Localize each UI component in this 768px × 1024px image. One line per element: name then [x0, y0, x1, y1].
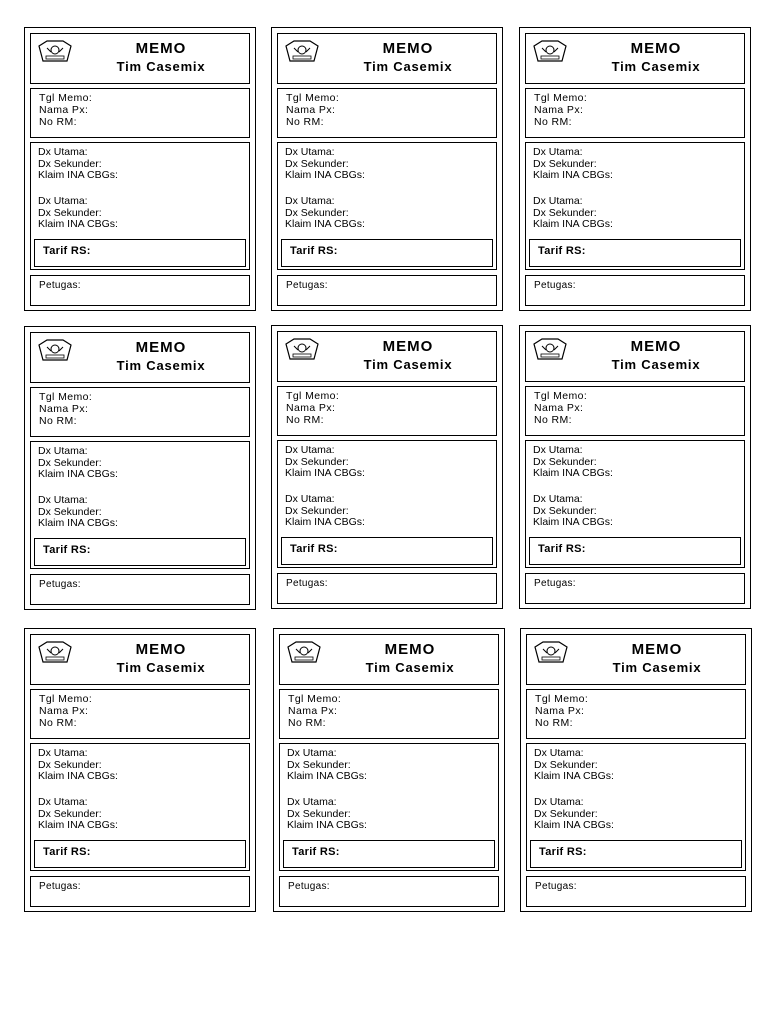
memo-card — [519, 325, 751, 609]
dx-sekunder-label: Dx Sekunder: — [38, 206, 102, 219]
tarif-label: Tarif RS: — [290, 245, 338, 257]
dx-utama-label: Dx Utama: — [38, 195, 88, 207]
memo-subtitle: Tim Casemix — [611, 59, 701, 74]
tgl-memo-label: Tgl Memo: — [534, 92, 588, 104]
klaim-label: Klaim INA CBGs: — [533, 169, 613, 181]
tarif-box — [530, 840, 742, 868]
memo-title: MEMO — [135, 641, 187, 658]
hospital-emblem-icon — [286, 640, 322, 666]
klaim-label: Klaim INA CBGs: — [38, 169, 118, 181]
klaim-label: Klaim INA CBGs: — [287, 819, 367, 831]
no-rm-label: No RM: — [288, 717, 326, 729]
patient-info-box — [526, 689, 746, 739]
memo-subtitle: Tim Casemix — [612, 660, 702, 675]
tgl-memo-label: Tgl Memo: — [39, 391, 93, 403]
klaim-label: Klaim INA CBGs: — [285, 169, 365, 181]
dx-sekunder-label: Dx Sekunder: — [533, 157, 597, 170]
dx-sekunder-label: Dx Sekunder: — [534, 758, 598, 771]
petugas-label: Petugas: — [286, 280, 328, 291]
memo-header — [277, 33, 497, 84]
dx-utama-label: Dx Utama: — [533, 146, 583, 158]
tgl-memo-label: Tgl Memo: — [39, 92, 93, 104]
memo-card — [24, 326, 256, 610]
klaim-label: Klaim INA CBGs: — [38, 218, 118, 230]
tarif-box — [529, 239, 741, 267]
petugas-box — [30, 275, 250, 306]
petugas-label: Petugas: — [39, 881, 81, 892]
petugas-label: Petugas: — [288, 881, 330, 892]
tarif-box — [34, 538, 246, 566]
dx-sekunder-label: Dx Sekunder: — [287, 807, 351, 820]
memo-title: MEMO — [382, 338, 434, 355]
tgl-memo-label: Tgl Memo: — [534, 390, 588, 402]
hospital-emblem-icon — [37, 39, 73, 65]
dx-utama-label: Dx Utama: — [38, 146, 88, 158]
dx-sekunder-label: Dx Sekunder: — [533, 504, 597, 517]
no-rm-label: No RM: — [535, 717, 573, 729]
memo-header — [525, 33, 745, 84]
hospital-emblem-icon — [533, 640, 569, 666]
hospital-emblem-icon — [37, 338, 73, 364]
memo-header — [277, 331, 497, 382]
tarif-box — [34, 239, 246, 267]
petugas-label: Petugas: — [535, 881, 577, 892]
memo-header — [279, 634, 499, 685]
tarif-box — [281, 537, 493, 565]
petugas-box — [277, 573, 497, 604]
patient-info-box — [525, 386, 745, 436]
dx-utama-label: Dx Utama: — [533, 444, 583, 456]
dx-utama-label: Dx Utama: — [534, 747, 584, 759]
dx-utama-label: Dx Utama: — [285, 195, 335, 207]
klaim-label: Klaim INA CBGs: — [38, 517, 118, 529]
diagnosis-box — [526, 743, 746, 871]
dx-utama-label: Dx Utama: — [287, 747, 337, 759]
klaim-label: Klaim INA CBGs: — [285, 218, 365, 230]
hospital-emblem-icon — [532, 337, 568, 363]
memo-title: MEMO — [384, 641, 436, 658]
memo-header — [526, 634, 746, 685]
no-rm-label: No RM: — [39, 116, 77, 128]
memo-header — [30, 33, 250, 84]
tarif-box — [34, 840, 246, 868]
petugas-label: Petugas: — [39, 280, 81, 291]
dx-utama-label: Dx Utama: — [285, 493, 335, 505]
diagnosis-box — [525, 142, 745, 270]
dx-utama-label: Dx Utama: — [533, 493, 583, 505]
petugas-label: Petugas: — [534, 280, 576, 291]
dx-utama-label: Dx Utama: — [534, 796, 584, 808]
patient-info-box — [30, 387, 250, 437]
nama-px-label: Nama Px: — [534, 402, 584, 414]
dx-sekunder-label: Dx Sekunder: — [534, 807, 598, 820]
memo-card — [24, 628, 256, 912]
patient-info-box — [525, 88, 745, 138]
tgl-memo-label: Tgl Memo: — [286, 92, 340, 104]
klaim-label: Klaim INA CBGs: — [38, 819, 118, 831]
memo-subtitle: Tim Casemix — [363, 357, 453, 372]
tgl-memo-label: Tgl Memo: — [39, 693, 93, 705]
nama-px-label: Nama Px: — [286, 104, 336, 116]
dx-sekunder-label: Dx Sekunder: — [533, 206, 597, 219]
tarif-label: Tarif RS: — [539, 846, 587, 858]
tgl-memo-label: Tgl Memo: — [535, 693, 589, 705]
klaim-label: Klaim INA CBGs: — [533, 467, 613, 479]
dx-sekunder-label: Dx Sekunder: — [285, 504, 349, 517]
memo-card — [520, 628, 752, 912]
klaim-label: Klaim INA CBGs: — [285, 516, 365, 528]
klaim-label: Klaim INA CBGs: — [38, 770, 118, 782]
nama-px-label: Nama Px: — [39, 104, 89, 116]
hospital-emblem-icon — [284, 337, 320, 363]
dx-sekunder-label: Dx Sekunder: — [285, 455, 349, 468]
diagnosis-box — [277, 440, 497, 568]
dx-sekunder-label: Dx Sekunder: — [38, 505, 102, 518]
patient-info-box — [277, 88, 497, 138]
dx-sekunder-label: Dx Sekunder: — [285, 206, 349, 219]
tarif-box — [529, 537, 741, 565]
memo-card — [271, 27, 503, 311]
memo-subtitle: Tim Casemix — [116, 660, 206, 675]
no-rm-label: No RM: — [286, 414, 324, 426]
dx-utama-label: Dx Utama: — [533, 195, 583, 207]
diagnosis-box — [30, 142, 250, 270]
petugas-box — [525, 275, 745, 306]
dx-sekunder-label: Dx Sekunder: — [285, 157, 349, 170]
memo-subtitle: Tim Casemix — [116, 59, 206, 74]
memo-header — [30, 332, 250, 383]
memo-title: MEMO — [135, 339, 187, 356]
petugas-box — [526, 876, 746, 907]
hospital-emblem-icon — [532, 39, 568, 65]
patient-info-box — [277, 386, 497, 436]
tarif-label: Tarif RS: — [43, 245, 91, 257]
hospital-emblem-icon — [37, 640, 73, 666]
petugas-box — [525, 573, 745, 604]
petugas-box — [30, 876, 250, 907]
patient-info-box — [279, 689, 499, 739]
petugas-box — [277, 275, 497, 306]
memo-card — [519, 27, 751, 311]
memo-card — [273, 628, 505, 912]
memo-title: MEMO — [382, 40, 434, 57]
tgl-memo-label: Tgl Memo: — [288, 693, 342, 705]
dx-utama-label: Dx Utama: — [285, 444, 335, 456]
tarif-label: Tarif RS: — [538, 245, 586, 257]
memo-subtitle: Tim Casemix — [365, 660, 455, 675]
no-rm-label: No RM: — [39, 415, 77, 427]
petugas-label: Petugas: — [286, 578, 328, 589]
dx-utama-label: Dx Utama: — [38, 796, 88, 808]
klaim-label: Klaim INA CBGs: — [285, 467, 365, 479]
petugas-label: Petugas: — [534, 578, 576, 589]
patient-info-box — [30, 88, 250, 138]
nama-px-label: Nama Px: — [534, 104, 584, 116]
nama-px-label: Nama Px: — [39, 403, 89, 415]
dx-utama-label: Dx Utama: — [38, 747, 88, 759]
diagnosis-box — [30, 743, 250, 871]
dx-sekunder-label: Dx Sekunder: — [38, 456, 102, 469]
no-rm-label: No RM: — [534, 414, 572, 426]
diagnosis-box — [525, 440, 745, 568]
memo-title: MEMO — [135, 40, 187, 57]
nama-px-label: Nama Px: — [286, 402, 336, 414]
petugas-label: Petugas: — [39, 579, 81, 590]
memo-title: MEMO — [630, 40, 682, 57]
tarif-label: Tarif RS: — [43, 846, 91, 858]
tarif-label: Tarif RS: — [290, 543, 338, 555]
dx-utama-label: Dx Utama: — [38, 494, 88, 506]
hospital-emblem-icon — [284, 39, 320, 65]
memo-header — [30, 634, 250, 685]
dx-sekunder-label: Dx Sekunder: — [533, 455, 597, 468]
nama-px-label: Nama Px: — [39, 705, 89, 717]
tarif-label: Tarif RS: — [292, 846, 340, 858]
klaim-label: Klaim INA CBGs: — [533, 516, 613, 528]
memo-header — [525, 331, 745, 382]
memo-card — [24, 27, 256, 311]
memo-title: MEMO — [630, 338, 682, 355]
diagnosis-box — [30, 441, 250, 569]
tarif-label: Tarif RS: — [43, 544, 91, 556]
tarif-label: Tarif RS: — [538, 543, 586, 555]
petugas-box — [30, 574, 250, 605]
memo-subtitle: Tim Casemix — [116, 358, 206, 373]
memo-title: MEMO — [631, 641, 683, 658]
dx-sekunder-label: Dx Sekunder: — [38, 807, 102, 820]
dx-sekunder-label: Dx Sekunder: — [287, 758, 351, 771]
no-rm-label: No RM: — [286, 116, 324, 128]
petugas-box — [279, 876, 499, 907]
diagnosis-box — [277, 142, 497, 270]
memo-subtitle: Tim Casemix — [611, 357, 701, 372]
memo-subtitle: Tim Casemix — [363, 59, 453, 74]
tgl-memo-label: Tgl Memo: — [286, 390, 340, 402]
memo-card — [271, 325, 503, 609]
dx-utama-label: Dx Utama: — [287, 796, 337, 808]
patient-info-box — [30, 689, 250, 739]
tarif-box — [281, 239, 493, 267]
nama-px-label: Nama Px: — [288, 705, 338, 717]
no-rm-label: No RM: — [39, 717, 77, 729]
dx-sekunder-label: Dx Sekunder: — [38, 157, 102, 170]
diagnosis-box — [279, 743, 499, 871]
klaim-label: Klaim INA CBGs: — [534, 819, 614, 831]
dx-utama-label: Dx Utama: — [38, 445, 88, 457]
no-rm-label: No RM: — [534, 116, 572, 128]
klaim-label: Klaim INA CBGs: — [287, 770, 367, 782]
klaim-label: Klaim INA CBGs: — [533, 218, 613, 230]
nama-px-label: Nama Px: — [535, 705, 585, 717]
dx-utama-label: Dx Utama: — [285, 146, 335, 158]
dx-sekunder-label: Dx Sekunder: — [38, 758, 102, 771]
tarif-box — [283, 840, 495, 868]
klaim-label: Klaim INA CBGs: — [38, 468, 118, 480]
klaim-label: Klaim INA CBGs: — [534, 770, 614, 782]
